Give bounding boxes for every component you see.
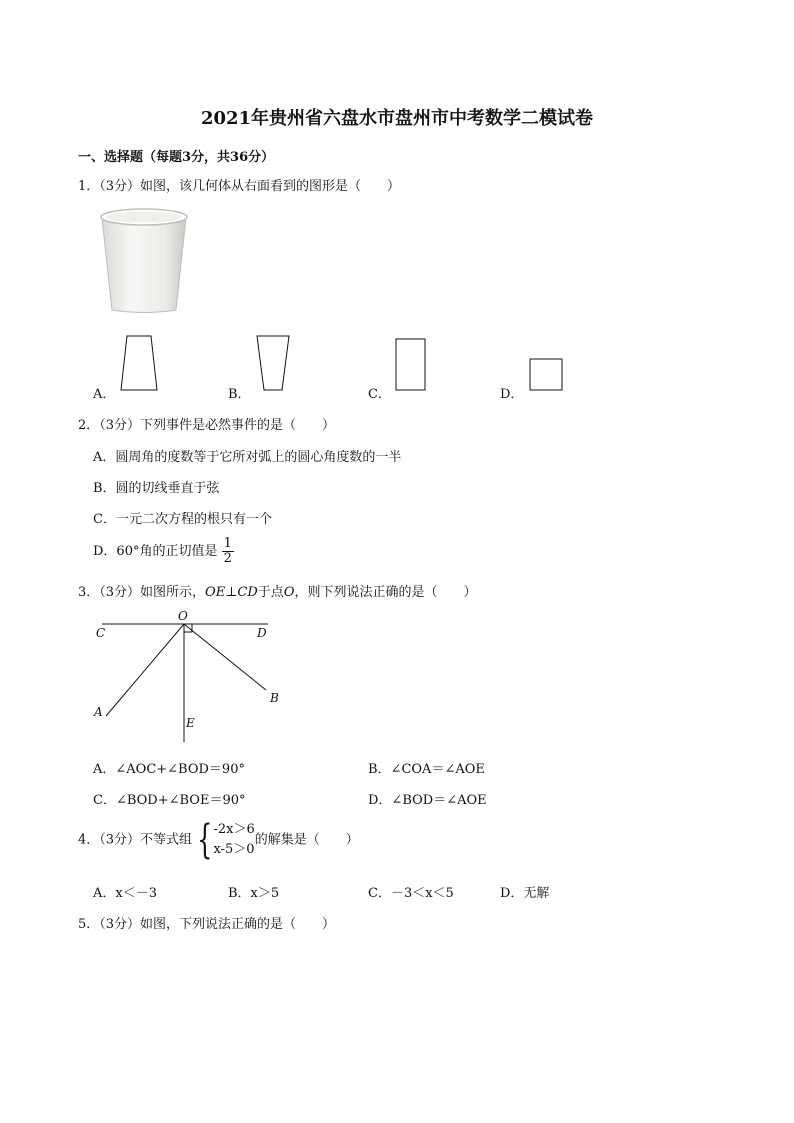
q2-option-d[interactable] <box>93 537 234 566</box>
inequality-row-2: x-5＞0 <box>213 842 255 857</box>
q4-stem-prefix: 4．（3分）不等式组 <box>78 832 193 848</box>
paper-cup-figure <box>96 204 192 316</box>
label-c: C <box>96 626 106 640</box>
q3-option-b[interactable]: B．∠COA＝∠AOE <box>368 762 485 777</box>
q3-option-c[interactable]: C．∠BOD+∠BOE＝90° <box>93 793 246 808</box>
brace-icon: { <box>197 817 213 863</box>
fraction-denominator: 2 <box>223 551 232 566</box>
q2-option-b[interactable]: B．圆的切线垂直于弦 <box>93 481 220 496</box>
q3-option-d[interactable]: D．∠BOD＝∠AOE <box>368 793 487 808</box>
q1-option-b[interactable]: B． <box>228 387 251 402</box>
q4-option-b[interactable]: B．x＞5 <box>228 886 280 901</box>
inequality-system <box>192 817 255 863</box>
option-a-trapezoid <box>118 333 166 393</box>
fraction-one-half <box>222 537 234 566</box>
q2-option-c[interactable]: C．一元二次方程的根只有一个 <box>93 512 272 527</box>
section-heading: 一、选择题（每题3分，共36分） <box>78 150 275 165</box>
fraction-numerator: 1 <box>223 536 232 551</box>
label-a: A <box>94 705 103 719</box>
q2-option-a[interactable]: A．圆周角的度数等于它所对弧上的圆心角度数的一半 <box>93 450 402 465</box>
label-b: B <box>270 691 279 705</box>
q3-stem-mid: 于点 <box>257 585 284 600</box>
q1-option-c[interactable]: C． <box>368 387 391 402</box>
q3-option-a[interactable]: A．∠AOC+∠BOD＝90° <box>93 762 245 777</box>
question-2-stem: 2．（3分）下列事件是必然事件的是（ ） <box>78 418 336 433</box>
question-3-stem <box>78 581 477 600</box>
option-c-rectangle <box>394 337 430 393</box>
q4-option-d[interactable]: D．无解 <box>500 886 550 901</box>
q2-option-d-text: D．60°角的正切值是 <box>93 544 218 559</box>
label-e: E <box>186 716 195 730</box>
question-5-stem: 5．（3分）如图，下列说法正确的是（ ） <box>78 917 336 932</box>
q4-option-c[interactable]: C．－3＜x＜5 <box>368 886 454 901</box>
label-o: O <box>178 609 188 623</box>
q3-stem-prefix: 3．（3分）如图所示， <box>78 585 206 600</box>
question-1-stem: 1．（3分）如图，该几何体从右面看到的图形是（ ） <box>78 179 401 194</box>
ray-ob <box>184 624 266 690</box>
q3-stem-math: OE⊥CD <box>205 585 258 600</box>
q4-option-a[interactable]: A．x＜－3 <box>93 886 157 901</box>
label-d: D <box>257 626 267 640</box>
q1-option-a[interactable]: A． <box>93 387 116 402</box>
page-title: 2021年贵州省六盘水市盘州市中考数学二模试卷 <box>200 108 594 129</box>
option-d-square <box>528 357 566 393</box>
ray-oa <box>106 624 184 716</box>
q3-stem-suffix: ，则下列说法正确的是（ ） <box>294 585 477 600</box>
q1-option-d[interactable]: D． <box>500 387 524 402</box>
option-b-inverted-trapezoid <box>254 333 296 393</box>
angle-figure <box>90 608 290 750</box>
q4-stem-suffix: 的解集是（ ） <box>254 832 359 848</box>
q3-stem-point: O <box>283 585 295 600</box>
inequality-row-1: -2x＞6 <box>213 822 255 837</box>
question-4-stem <box>78 817 359 863</box>
